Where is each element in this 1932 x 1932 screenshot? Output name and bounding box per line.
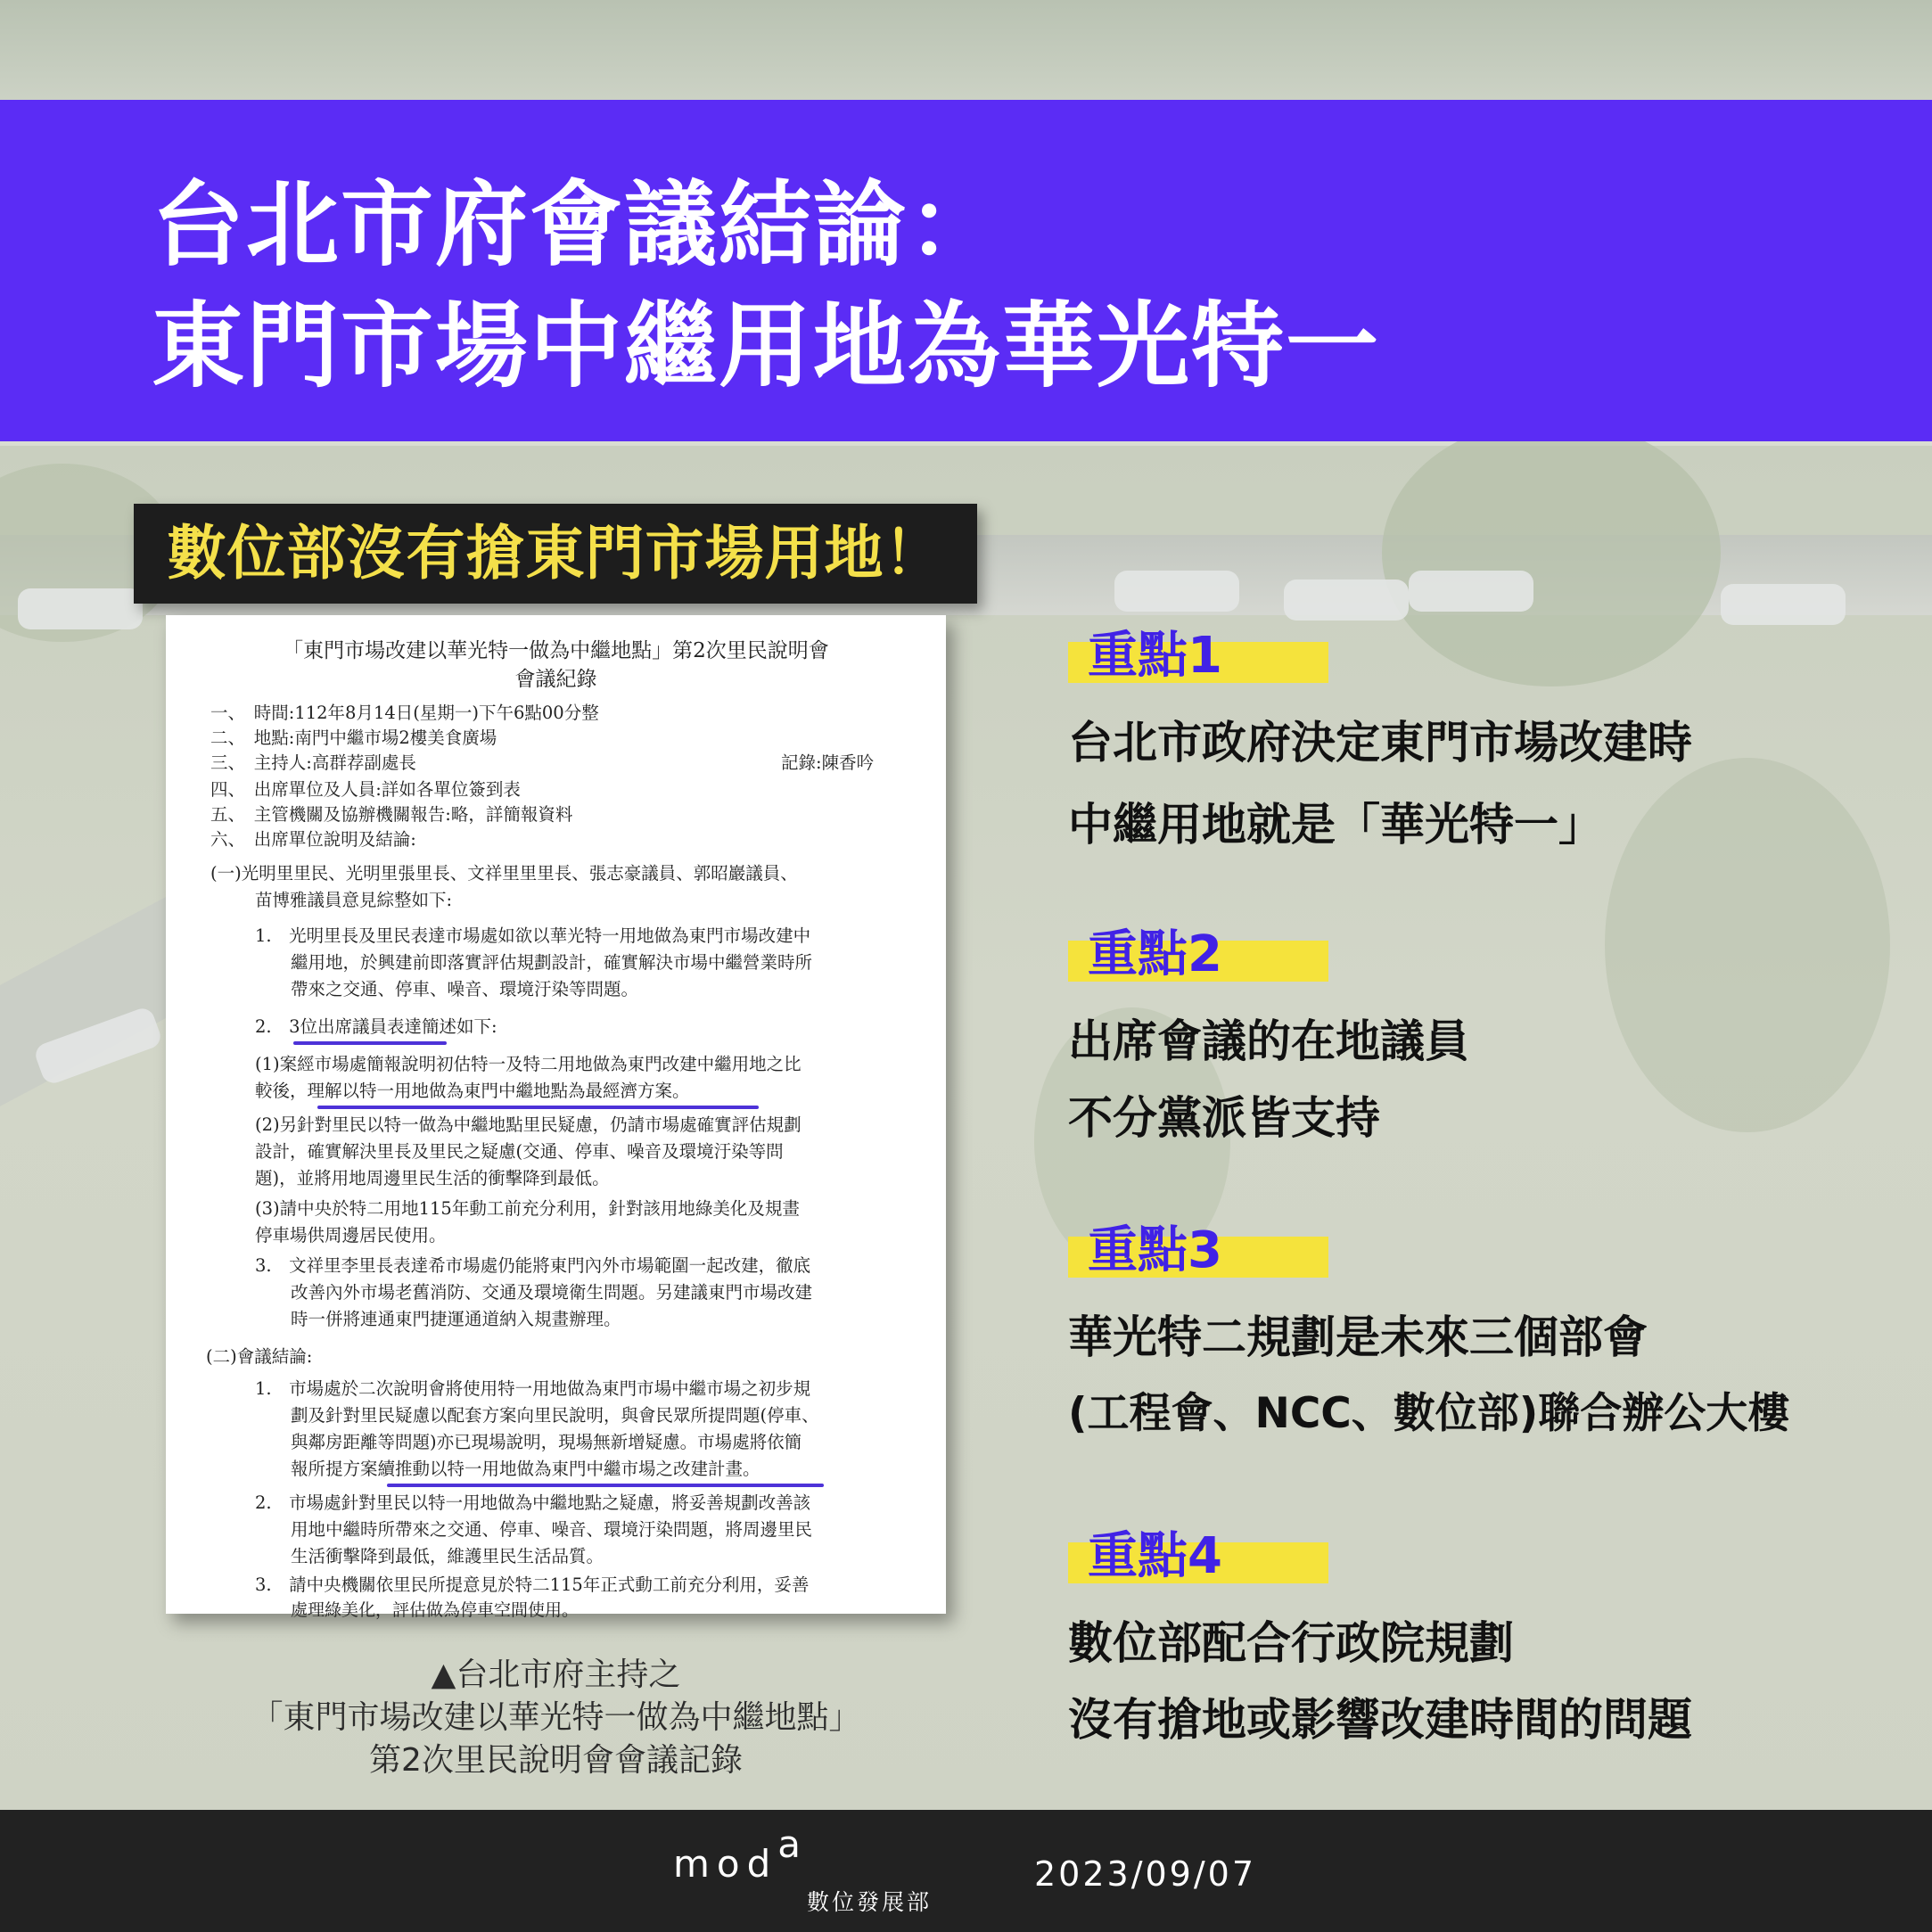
doc-line: 帶來之交通、停車、噪音、環境汙染等問題。 <box>291 979 639 999</box>
headline-label-text: 數位部沒有搶東門市場用地！ <box>167 519 944 588</box>
key-point-text: 華光特二規劃是未來三個部會 <box>1068 1311 1648 1363</box>
key-point-label: 重點2 <box>1088 925 1222 983</box>
doc-line: 用地中繼時所帶來之交通、停車、噪音、環境汙染問題，將周邊里民 <box>291 1519 813 1540</box>
meeting-minutes-document <box>166 615 946 1620</box>
doc-line: 3. 請中央機關依里民所提意見於特二115年正式動工前充分利用，妥善 <box>255 1574 810 1595</box>
doc-line: 停車場供周邊居民使用。 <box>255 1225 447 1246</box>
doc-line: 1. 市場處於二次說明會將使用特一用地做為東門市場中繼市場之初步規 <box>255 1378 811 1399</box>
doc-heading: 「東門市場改建以華光特一做為中繼地點」第2次里民說明會 <box>283 639 829 662</box>
doc-line: (2)另針對里民以特一做為中繼地點里民疑慮，仍請市場處確實評估規劃 <box>255 1114 802 1135</box>
title-banner <box>0 100 1932 441</box>
doc-line: 3. 文祥里李里長表達希市場處仍能將東門內外市場範圍一起改建，徹底 <box>255 1255 811 1276</box>
logo-letter-a: a <box>777 1822 809 1866</box>
doc-recorder: 記錄:陳香吟 <box>781 752 875 773</box>
caption-line-2: 「東門市場改建以華光特一做為中繼地點」 <box>251 1699 861 1736</box>
doc-line: 2. 市場處針對里民以特一用地做為中繼地點之疑慮，將妥善規劃改善該 <box>255 1492 811 1513</box>
title-line-2: 東門市場中繼用地為華光特一 <box>152 292 1381 400</box>
doc-line: 四、 出席單位及人員:詳如各單位簽到表 <box>210 779 521 800</box>
doc-line: 生活衝擊降到最低，維護里民生活品質。 <box>291 1546 604 1566</box>
title-line-1: 台北市府會議結論： <box>152 170 1003 279</box>
doc-underline <box>317 1106 759 1109</box>
logo-subtitle: 數位發展部 <box>807 1889 933 1915</box>
doc-line: 報所提方案續推動以特一用地做為東門中繼市場之改建計畫。 <box>291 1459 760 1479</box>
doc-line: 2. 3位出席議員表達簡述如下: <box>255 1016 497 1037</box>
key-point-text: 台北市政府決定東門市場改建時 <box>1068 717 1692 769</box>
doc-subheading: 會議紀錄 <box>514 668 597 691</box>
key-point-text: 沒有搶地或影響改建時間的問題 <box>1068 1694 1692 1746</box>
doc-line: 與鄰房距離等問題)亦已現場說明，現場無新增疑慮。市場處將依簡 <box>291 1432 802 1452</box>
key-point-label: 重點3 <box>1088 1221 1222 1279</box>
doc-line: 五、 主管機關及協辦機關報告:略，詳簡報資料 <box>210 804 573 825</box>
doc-line: 二、 地點:南門中繼市場2樓美食廣場 <box>210 728 497 748</box>
document-caption <box>166 1654 946 1782</box>
doc-line: 六、 出席單位說明及結論: <box>210 829 416 850</box>
doc-line: 改善內外市場老舊消防、交通及環境衛生問題。另建議東門市場改建 <box>291 1282 813 1303</box>
doc-line: 處理綠美化，評估做為停車空間使用。 <box>291 1600 580 1620</box>
headline-label <box>134 504 977 604</box>
doc-line: 題)，並將用地周邊里民生活的衝擊降到最低。 <box>255 1168 610 1188</box>
doc-line: 劃及針對里民疑慮以配套方案向里民說明，與會民眾所提問題(停車、 <box>291 1405 819 1426</box>
key-point-text: 中繼用地就是「華光特一」 <box>1068 799 1603 851</box>
key-point-text: 出席會議的在地議員 <box>1068 1015 1469 1067</box>
key-point-text: (工程會、NCC、數位部)聯合辦公大樓 <box>1068 1389 1790 1438</box>
caption-line-1: ▲台北市府主持之 <box>431 1657 681 1693</box>
caption-line-3: 第2次里民說明會會議記錄 <box>369 1742 743 1779</box>
logo-letters: mod <box>673 1842 778 1886</box>
key-point-label: 重點1 <box>1088 627 1222 685</box>
key-point-label: 重點4 <box>1088 1527 1222 1585</box>
publish-date: 2023/09/07 <box>1034 1854 1257 1894</box>
footer <box>0 1810 1932 1932</box>
doc-line: 時一併將連通東門捷運通道納入規畫辦理。 <box>291 1309 621 1329</box>
doc-line: (1)案經市場處簡報說明初估特一及特二用地做為東門改建中繼用地之比 <box>255 1054 802 1074</box>
doc-underline <box>293 1041 447 1045</box>
doc-line: 設計，確實解決里長及里民之疑慮(交通、停車、噪音及環境汙染等問 <box>255 1141 784 1162</box>
moda-logo <box>673 1822 809 1886</box>
key-point-text: 數位部配合行政院規劃 <box>1068 1617 1514 1669</box>
doc-line: 一、 時間:112年8月14日(星期一)下午6點00分整 <box>210 703 599 723</box>
page-title <box>152 164 1380 407</box>
doc-line: 苗博雅議員意見綜整如下: <box>255 890 453 910</box>
doc-line: 較後，理解以特一用地做為東門中繼地點為最經濟方案。 <box>255 1081 690 1101</box>
doc-underline <box>387 1484 824 1487</box>
doc-line: (3)請中央於特二用地115年動工前充分利用，針對該用地綠美化及規畫 <box>255 1198 800 1219</box>
doc-line: 繼用地，於興建前即落實評估規劃設計，確實解決市場中繼營業時所 <box>291 952 813 973</box>
doc-line: (二)會議結論: <box>206 1346 313 1367</box>
doc-line: 三、 主持人:高群荐副處長 <box>210 752 416 773</box>
doc-line: 1. 光明里長及里民表達市場處如欲以華光特一用地做為東門市場改建中 <box>255 925 811 946</box>
doc-line: (一)光明里里民、光明里張里長、文祥里里里長、張志豪議員、郭昭巖議員、 <box>210 863 798 884</box>
key-point-text: 不分黨派皆支持 <box>1068 1092 1380 1144</box>
